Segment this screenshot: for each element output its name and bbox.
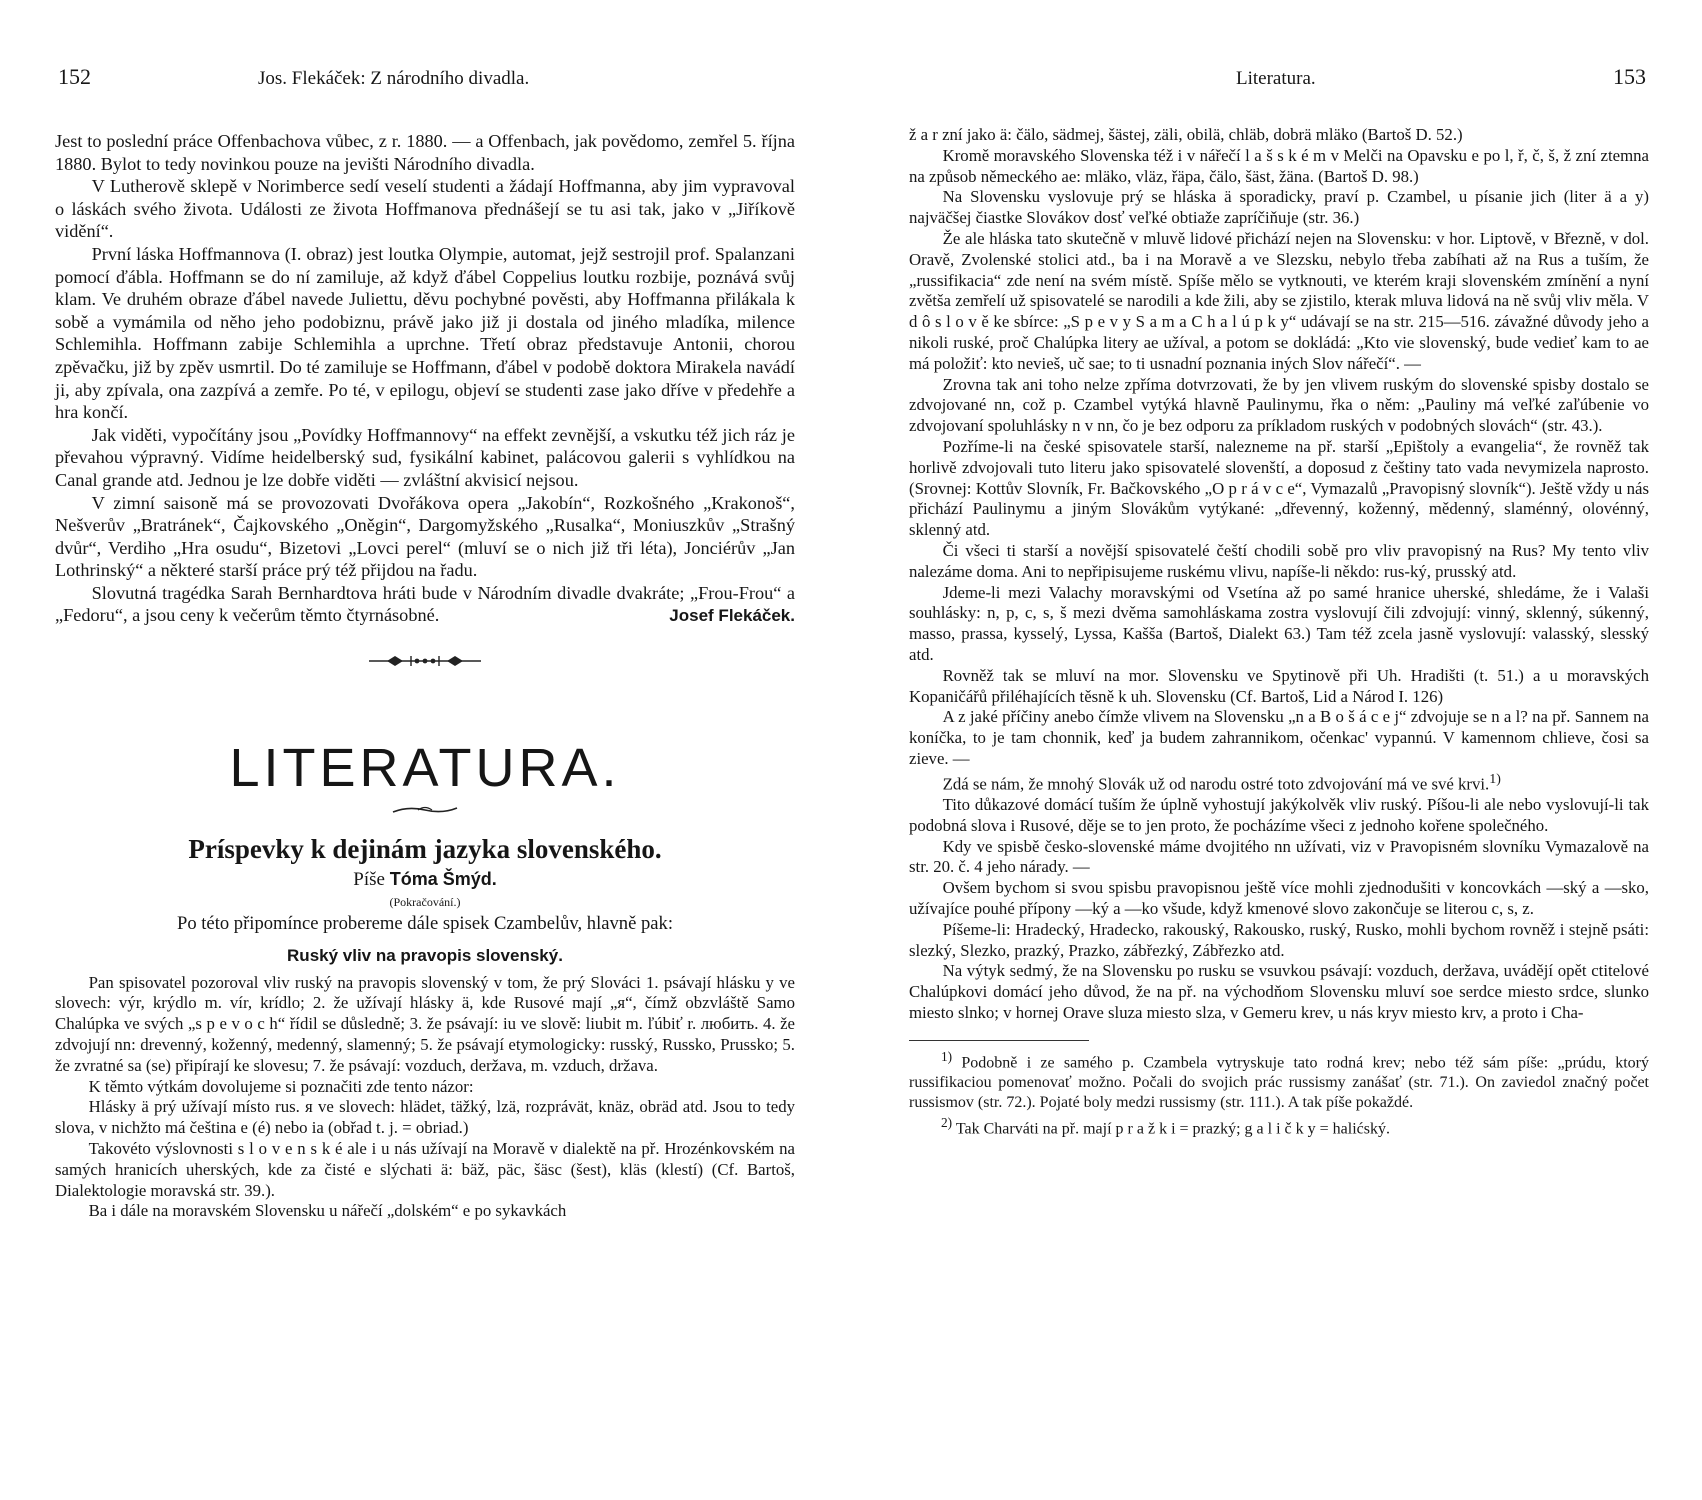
paragraph: Pan spisovatel pozoroval vliv ruský na pravopis slovenský v tom, že prý Slováci 1. psávají hlásku y ve slovech: výr, krýdlo m. vír, krídlo; 2. že užívají hlásky ä, kde Rusové mají „я“, čímž obzvláště Samo Chalúpka ve svých „s p e v o c h“ řídil se důsledně; 3. že psávají: iu ve slově: liubit m. ľúbiť r. любить. 4. že zdvojují nn: drevenný, koženný, medenný, slamenný; 5. že psávají etymologicky: russký, Russko, Prussko; 5. že zvratné sa (se) připírají ke slovesu; 7. že psávají: vozduch, deržava, m. vzduch, država. [55, 972, 795, 1075]
footnote-text: Tak Charváti na př. mají p r a ž k i = prazký; g a l i č k y = halićský. [955, 1120, 1390, 1138]
paragraph: V zimní saisoně má se provozovati Dvořákova opera „Jakobín“, Rozkošného „Krakonoš“, Nešverův „Bratránek“, Čajkovského „Oněgin“, Dargomyžského „Rusalka“, Moniuszkův „Strašný dvůr“, Verdiho „Hra osudu“, Bizetovi „Lovci perel“ (mluví se o nich již tři léta), Jonciérův „Jan Lothrinský“ a některé starší práce prý též přijdou na řadu. [55, 492, 795, 581]
paragraph: K těmto výtkám dovolujeme si poznačiti zde tento názor: [88, 1076, 474, 1096]
paragraph [909, 770, 1649, 795]
footnote [909, 1113, 1649, 1139]
paragraph: Či všeci ti starší a novější spisovatelé čeští chodili sobě pro vliv pravopisný na Rus? My tento vliv nalezáme doma. Ani to nepřipisujeme ruskému vlivu, napíše-li někdo: rus-ký, prusský atd. [909, 540, 1649, 581]
page-number: 152 [58, 64, 91, 89]
paragraph: Hlásky ä prý užívají místo rus. я ve slovech: hlädet, täžký, lzä, rozprávät, knäz, obräd atd. Jsou to tedy slova, v nichžto má čeština e (é) nebo ia (obřad t. j. = obriad.) [55, 1097, 795, 1138]
subheading: Ruský vliv na pravopis slovenský. [287, 945, 563, 965]
paragraph: Jest to poslední práce Offenbachova vůbec, z r. 1880. — a Offenbach, jak povědomo, zemřel 5. října 1880. Bylot to tedy novinkou pouze na jevišti Národního divadla. [55, 131, 795, 174]
footnote [909, 1047, 1649, 1113]
paragraph: Kdy ve spisbě česko-slovenské máme dvojitého nn užívati, viz v Pravopisném slovníku Vymazalově na str. 20. č. 4 jeho nárady. — [909, 836, 1649, 877]
paragraph: Pozříme-li na české spisovatele starší, nalezneme na př. starší „Epištoly a evangelia“, že rovněž tak horlivě zdvojovali tuto literu jako spisovatelé slovenští, a doposud z češtiny tato vada nevymizela naprosto. (Srovnej: Kottův Slovník, Fr. Bačkovského „O p r á v c e“, Vymazalů „Pravopisný slovník“). Ještě vždy u nás přichází Paulinymu a jiným Slovákům vytýkané: „dřevenný, koženný, mědenný, slaménný, olovénný, sklenný atd. [909, 436, 1649, 540]
paragraph: Tito důkazové domácí tuším že úplně vyhostují jakýkolvěk vliv ruský. Píšou-li ale nebo vyslovují-li tak podobná slova i Rusové, děje se to jen proto, že pocházíme všeci z jednoho kořene společného. [909, 795, 1649, 835]
paragraph: Zrovna tak ani toho nelze zpříma dotvrzovati, že by jen vlivem ruským do slovenské spisby dostalo se zdvojované nn, což p. Czambel vytýká hlavně Paulinymu, řka o něm: „Pauliny má veľké zaľúbenie vo zdvojovaní spoluhlásky n v nn, čo je bez odporu za príkladom ruských v podobných slovách“ (str. 43.). [909, 374, 1649, 436]
right-page [851, 0, 1702, 1500]
paragraph: V Lutherově sklepě v Norimberce sedí veselí studenti a žádají Hoffmanna, aby jim vypravoval o láskách svého života. Události ze života Hoffmanova přednášejí se tu asi tak, jako v „Jiříkově vidění“. [55, 176, 795, 242]
continuation-note: (Pokračování.) [389, 894, 461, 909]
paragraph: Ovšem bychom si svou spisbu pravopisnou ještě více mohli zjednodušiti v koncovkách —ský a —sko, užívajíce pouhé přípony —ký a —ko všude, když kmenové slovo zakončuje se literou c, s, z. [909, 878, 1649, 919]
author-name: Tóma Šmýd. [389, 868, 497, 889]
paragraph: Že ale hláska tato skutečně v mluvě lidové přichází nejen na Slovensku: v hor. Liptově, v Březně, v dol. Oravě, Zvolenské stolici atd., ba i na Moravě a ve Slezsku, nebylo třeba zabíhati až na Rus a tuším, že „russifikacia“ zde není na svém místě. Spíše mělo se vytknouti, ve kterém kraji slovenském zmínění a nyní zvětša zemřelí už spisovatelé se narodili a kde žili, aby se zjistilo, kterak mluva lidová na ně svůj vliv měla. V d ô s l o v ě ke sbírce: „S p e v y S a m a C h a l ú p k y“ udávají se na str. 215—516. závažné důvody jeho a nikoli ruské, proč Chalúpka litery ae užíval, a potom se dokládá: „Kto vie slovenský, bude vedieť kam to ae má položiť: kto nevieš, uč sae; to ti usnadní poznania iných Slov nářečí“. — [909, 228, 1649, 373]
paragraph: A z jaké příčiny anebo čímže vlivem na Slovensku „n a B o š á c e j“ zdvojuje se n a l? na př. Sannem na koníčka, to je tam chonnik, keď ja budem zahrannikom, očenkac' vypannú. V kamennom chlieve, čosi sa zieve. — [909, 707, 1649, 768]
right-column [909, 125, 1649, 1140]
article-author [55, 866, 795, 893]
flourish-icon [390, 804, 460, 816]
running-head: Jos. Flekáček: Z národního divadla. [258, 68, 530, 89]
paragraph-text: Zdá se nám, že mnohý Slovák už od narodu ostré toto zdvojování má ve své krvi. [942, 774, 1490, 794]
paragraph: Na Slovensku vyslovuje prý se hláska ä sporadicky, praví p. Czambel, u písanie jich (liter ä a y) najväčšej čiastke Slovákov dosť veľké obtiaže zapríčiňuje (str. 36.) [909, 187, 1649, 228]
paragraph: Píšeme-li: Hradecký, Hradecko, rakouský, Rakousko, ruský, Rusko, mohli bychom rovněž i stejně psáti: slezký, Slezko, prazký, Prazko, zábřezký, Zábřezko atd. [909, 919, 1649, 960]
footnote-ref: 1) [1489, 771, 1501, 787]
paragraph: Na výtyk sedmý, že na Slovensku po rusku se vsuvkou psávají: vozduch, deržava, uvádějí opět ctitelové Chalúpkovi domácí jeho důvod, že na př. na východňom Slovensku mluví soe serdce miesto srdce, slunko miesto slnko; v hornej Orave sluza miesto slza, v Gemeru krev, u nás krуv miesto krv, a proto i Cha- [909, 961, 1649, 1023]
ornament-icon [365, 654, 485, 668]
paragraph: Jak viděti, vypočítány jsou „Povídky Hoffmannovy“ na effekt zevnější, a vskutku též jich ráz je převahou výpravný. Vidíme heidelberský sud, fysikální kabinet, palácovou galerii s vyhlídkou na Canal grande atd. Jednou je lze dobře viděti — zvláštní akvisicí nejsou. [55, 424, 795, 490]
footnote-text: Podobně i ze samého p. Czambela vytryskuje tato rodná krev; nebo též sám píše: „prúdu, ktorý russifikaciou pomenovať možno. Počali do svojich prác russismy zanášať (str. 71.). On zaviedol značný počet russismov (str. 72.). Pojaté boly medzi russismy (str. 111.). A tak píše pokaždé. [909, 1054, 1650, 1112]
footnote-mark: 1) [941, 1048, 953, 1064]
footnote-mark: 2) [941, 1115, 953, 1131]
running-head: Literatura. [1236, 68, 1316, 89]
paragraph: Jdeme-li mezi Valachy moravskými od Vsetína až po samé hranice uherské, shledáme, že i Valaši souhlásky: n, p, c, s, š mezi dvěma samohláskama zostra vyslovují čili zdvojují: vinný, sklenný, súkenný, masso, prassa, kysselý, Lyssa, Kašša (Bartoš, Dialekt 63.) Tam též zcela jasně vyslovují: valasský, slesský atd. [909, 582, 1649, 664]
author-prefix: Píše [353, 868, 385, 890]
ornament-divider [55, 654, 795, 668]
paragraph: Kromě moravského Slovenska též i v nářečí l a š s k é m v Melči na Opavsku e po l, ř, č, š, ž zní ztemna na způsob německého ae: mläko, vläz, řäpa, čälo, šäst, žäna. (Bartoš D. 98.) [909, 145, 1649, 186]
paragraph: Ba i dále na moravském Slovensku u nářečí „dolském“ e po sykavkách [88, 1201, 567, 1221]
page-number: 153 [1613, 64, 1646, 89]
article-title: Príspevky k dejinám jazyka slovenského. [188, 833, 662, 864]
flourish [55, 804, 795, 816]
left-column [55, 130, 795, 1222]
intro-line: Po této připomínce probereme dále spisek Czambelův, hlavně pak: [176, 912, 674, 934]
paragraph: Slovutná tragédka Sarah Bernhardtova hráti bude v Národním divadle dvakráte; „Frou-Frou“ a „Fedoru“, a jsou ceny k večerům těmto čtyrnásobné. [55, 582, 795, 626]
paragraph: Takovéto výslovnosti s l o v e n s k é ale i u nás užívají na Moravě v dialektě na př. Hrozénkovském na samých hranicích uherských, kde za čisté e slýchati ä: bäž, päc, šäsc (šest), kläs (klestí) (Cf. Bartoš, Dialektologie moravská str. 39.). [55, 1139, 795, 1200]
section-title: LITERATURA. [229, 737, 621, 798]
paragraph: ž a r zní jako ä: čälo, sädmej, šästej, zäli, obilä, chläb, dobrä mläko (Bartoš D. 52.) [909, 125, 1463, 144]
paragraph: První láska Hoffmannova (I. obraz) jest loutka Olympie, automat, jejž sestrojil prof. Spalanzani pomocí ďábla. Hoffmann se do ní zamiluje, až když ďábel Coppelius loutku rozbije, poznává svůj klam. Ve druhém obraze ďábel navede Juliettu, děvu pochybné pověsti, aby Hoffmanna přilákala k sobě a vymámila od něho jeho podobiznu, právě jako již ji dostala od jiného mladíka, milence Schlemihla. Hoffmann zabije Schlemihla a uprchne. Třetí obraz představuje Antonii, chorou zpěvačku, již by zpěv usmrtil. Do té zamiluje se Hoffmann, ďábel v podobě doktora Mirakela navádí ji, aby zpívala, ona zazpívá a zemře. Po té, v epilogu, objeví se studenti zase jako dříve v předehře a hra končí. [55, 243, 795, 423]
author-signature: Josef Flekáček. [669, 606, 795, 626]
paragraph: Rovněž tak se mluví na mor. Slovensku ve Spytinově při Uh. Hradišti (t. 51.) a u moravských Kopaničářů přiléhajících těsně k uh. Slovensku (Cf. Bartoš, Lid a Národ I. 126) [909, 665, 1649, 706]
footnote-rule [909, 1040, 1089, 1041]
